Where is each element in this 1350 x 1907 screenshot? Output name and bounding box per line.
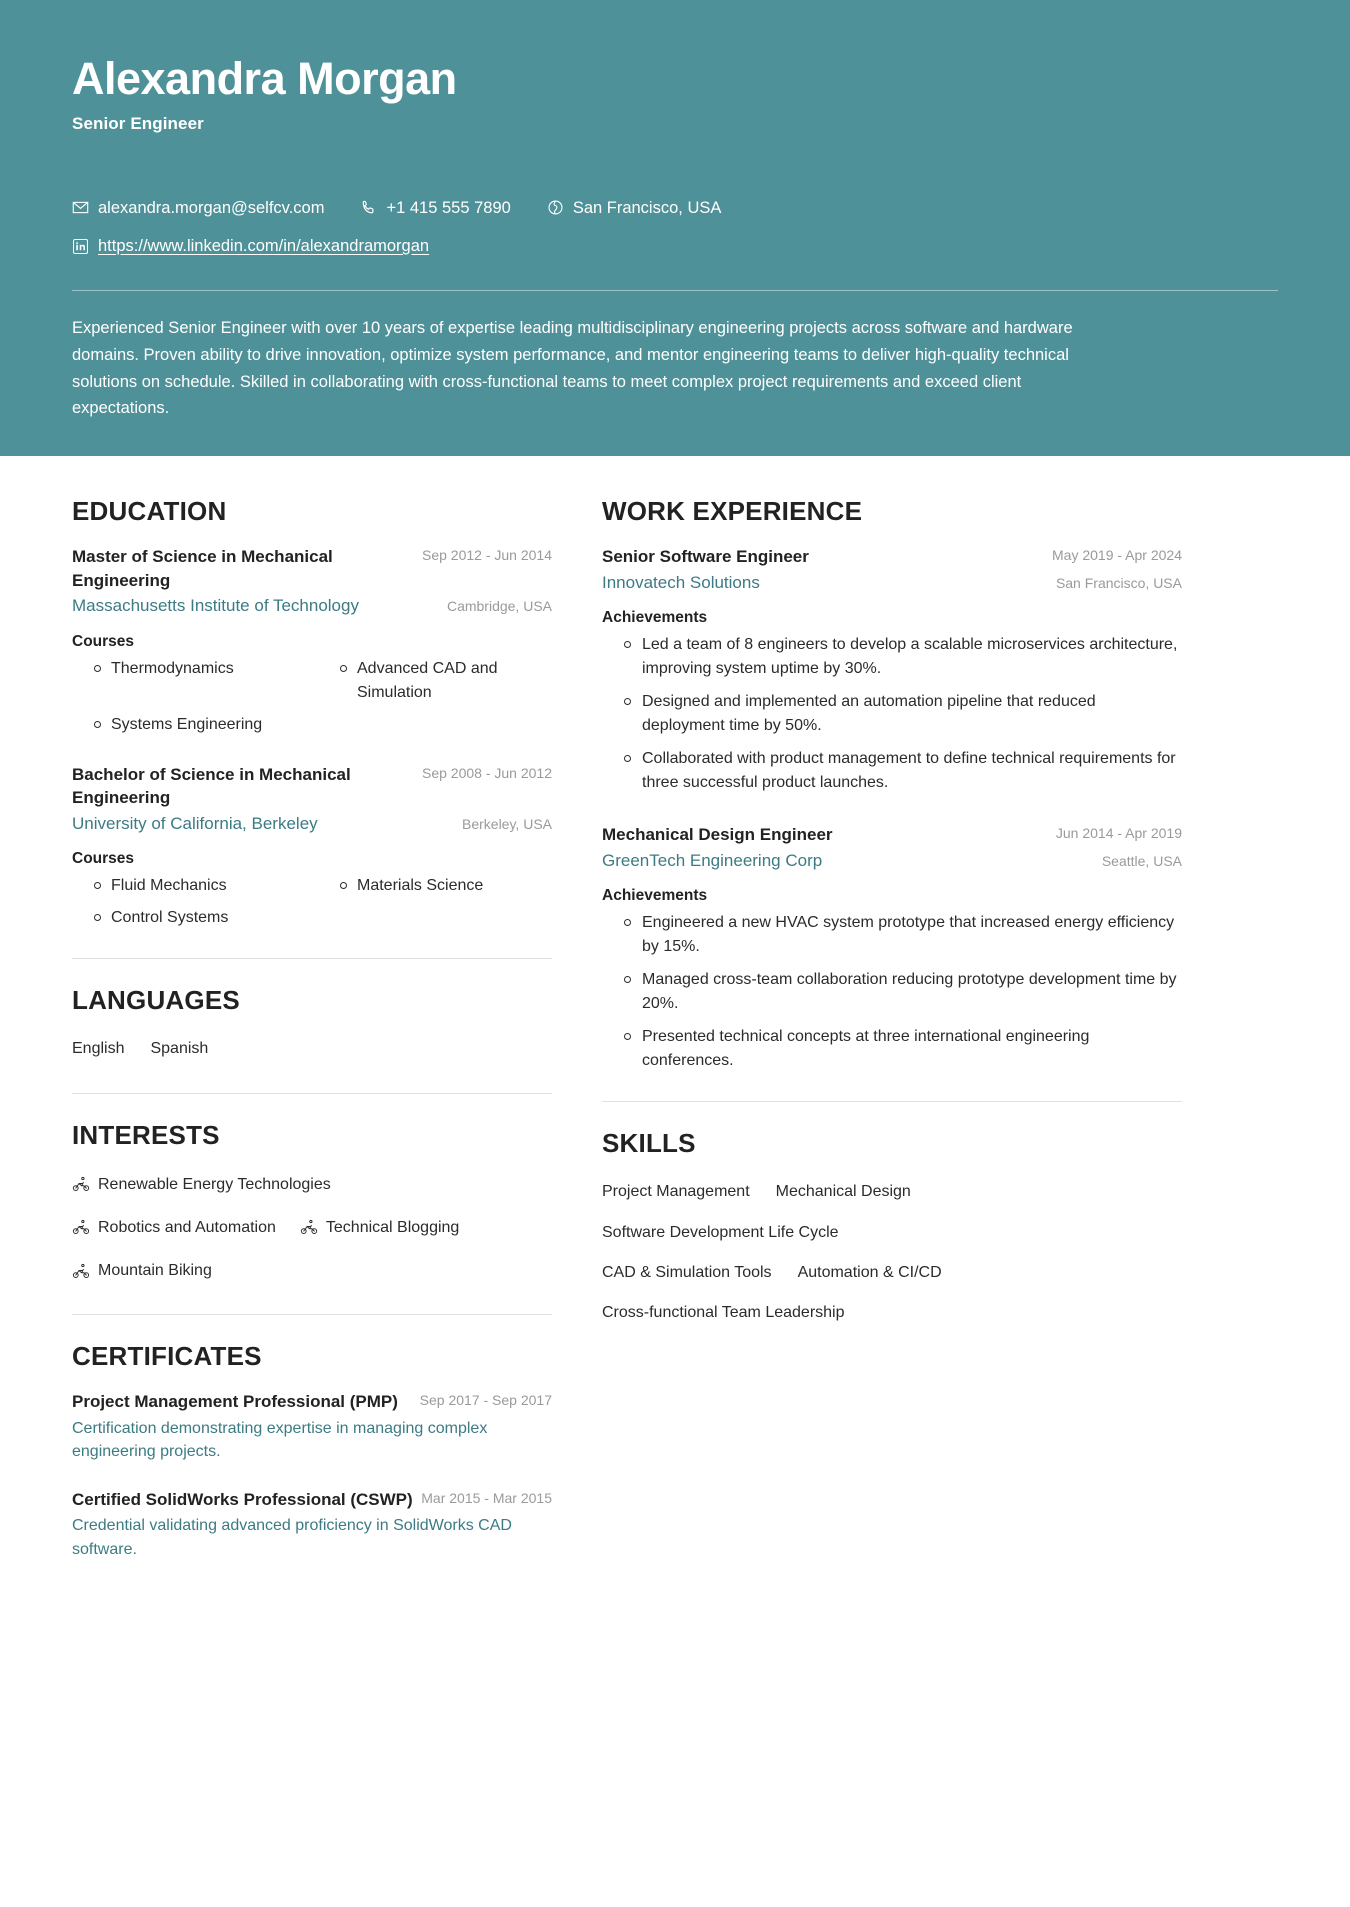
bullet-dot-icon [340,665,347,672]
list-item: English [72,1040,125,1058]
list-item [72,713,306,737]
list-item: Automation & CI/CD [797,1264,942,1282]
certificate-description: Certification demonstrating expertise in managing complex engineering projects. [72,1419,488,1461]
education-location: Berkeley, USA [462,815,552,832]
achievements-label: Achievements [602,887,708,905]
course-label: Fluid Mechanics [111,877,227,895]
bicycle-icon [72,1218,90,1236]
section-work-experience [602,496,1182,1073]
education-dates: Sep 2012 - Jun 2014 [422,547,552,564]
list-item: Spanish [150,1040,209,1058]
bullet-dot-icon [624,698,631,705]
certificate-description: Credential validating advanced proficiency in SolidWorks CAD software. [72,1517,512,1559]
work-company: Innovatech Solutions [602,572,760,592]
achievements-list [602,911,1182,1073]
section-divider [72,1314,552,1315]
section-certificates [72,1341,552,1562]
contact-email[interactable] [72,190,324,226]
certificate-name: Certified SolidWorks Professional (CSWP) [72,1489,413,1509]
interest-label: Technical Blogging [325,1218,460,1236]
list-item [72,906,306,930]
envelope-icon [72,199,89,216]
courses-grid [72,874,552,930]
work-experience-heading: WORK EXPERIENCE [602,496,863,527]
course-label: Systems Engineering [111,715,263,733]
interests-heading: INTERESTS [72,1119,220,1150]
phone-icon [360,199,377,216]
work-position: Mechanical Design Engineer [602,825,833,845]
education-degree: Bachelor of Science in Mechanical Engineering [72,764,351,808]
work-location: Seattle, USA [1101,852,1182,869]
left-column [72,496,552,1572]
list-item [72,657,306,705]
contact-row-secondary [72,228,1278,264]
list-item [318,657,552,705]
certificate-dates: Mar 2015 - Mar 2015 [421,1489,552,1506]
professional-summary: Experienced Senior Engineer with over 10 years of expertise leading multidisciplinary engineering projects across software and hardware domains. Proven ability to drive innovation, optimize system performance, and mentor engineering teams to deliver high-quality technical solutions on schedule. Skilled in collaborating with cross-functional teams to meet complex project requirements and exceed client expectations. [72,319,1073,418]
achievement-text: Led a team of 8 engineers to develop a scalable microservices architecture, improving system uptime by 30%. [642,636,1178,678]
bullet-dot-icon [624,919,631,926]
linkedin-icon [72,238,89,255]
bicycle-icon [72,1175,90,1193]
section-education [72,496,552,930]
right-column [602,496,1182,1339]
contact-email-label: alexandra.morgan@selfcv.com [98,198,325,217]
bicycle-icon [72,1262,90,1280]
education-school: University of California, Berkeley [72,813,318,833]
courses-label: Courses [72,850,135,868]
bicycle-icon [300,1218,318,1236]
work-location: San Francisco, USA [1055,574,1182,591]
courses-label: Courses [72,632,135,650]
achievement-text: Collaborated with product management to define technical requirements for three successful product launches. [642,750,1176,792]
achievement-text: Presented technical concepts at three international engineering conferences. [642,1028,1090,1070]
contact-phone-label: +1 415 555 7890 [386,198,511,217]
contact-location-label: San Francisco, USA [572,198,722,217]
certificate-entry [72,1390,552,1464]
list-item [602,911,1182,959]
list-item: Mechanical Design [775,1183,911,1201]
contact-location[interactable] [547,190,722,226]
list-item [300,1212,459,1243]
section-interests [72,1120,552,1287]
list-item [72,874,306,898]
section-languages [72,985,552,1064]
certificate-dates: Sep 2017 - Sep 2017 [419,1392,552,1409]
section-skills [602,1128,1182,1329]
education-dates: Sep 2008 - Jun 2012 [422,764,552,781]
achievements-label: Achievements [602,609,708,627]
list-item [602,690,1182,738]
job-subtitle: Senior Engineer [72,113,204,133]
education-entry [72,763,552,931]
achievement-text: Managed cross-team collaboration reducing prototype development time by 20%. [642,971,1177,1013]
work-entry [602,545,1182,795]
languages-heading: LANGUAGES [72,985,240,1016]
achievement-text: Designed and implemented an automation pipeline that reduced deployment time by 50%. [642,693,1096,735]
list-item: Software Development Life Cycle [602,1223,839,1241]
course-label: Materials Science [357,877,484,895]
interest-label: Robotics and Automation [98,1218,276,1236]
bullet-dot-icon [624,976,631,983]
interest-label: Mountain Biking [98,1261,212,1279]
bullet-dot-icon [94,665,101,672]
bullet-dot-icon [340,882,347,889]
header-divider [72,290,1278,291]
contact-linkedin-label[interactable]: https://www.linkedin.com/in/alexandramorgan [98,236,430,255]
interests-list [72,1169,542,1287]
contact-linkedin[interactable] [72,228,429,264]
list-item: Cross-functional Team Leadership [602,1304,845,1322]
list-item [72,1169,331,1200]
course-label: Advanced CAD and Simulation [357,659,498,701]
education-school: Massachusetts Institute of Technology [72,595,359,615]
bullet-dot-icon [624,641,631,648]
contact-phone[interactable] [360,190,510,226]
globe-location-icon [547,199,564,216]
languages-list [72,1034,552,1064]
courses-grid [72,657,552,737]
skills-list [602,1177,1022,1329]
list-item [318,874,552,898]
education-degree: Master of Science in Mechanical Engineering [72,547,333,590]
work-company: GreenTech Engineering Corp [602,850,823,870]
page-title: Alexandra Morgan [72,53,457,104]
list-item [602,968,1182,1016]
interest-label: Renewable Energy Technologies [98,1175,331,1193]
list-item [602,1025,1182,1073]
education-location: Cambridge, USA [446,597,552,614]
work-dates: May 2019 - Apr 2024 [1052,547,1182,564]
education-entry [72,545,552,737]
bullet-dot-icon [94,721,101,728]
resume-header [0,0,1350,456]
certificate-name: Project Management Professional (PMP) [72,1392,398,1412]
bullet-dot-icon [624,1033,631,1040]
list-item [72,1212,276,1243]
education-heading: EDUCATION [72,496,227,527]
list-item: Project Management [602,1183,750,1201]
section-divider [72,958,552,959]
list-item [72,1255,212,1286]
certificate-entry [72,1488,552,1562]
course-label: Control Systems [111,909,229,927]
work-entry [602,823,1182,1073]
list-item: CAD & Simulation Tools [602,1264,772,1282]
course-label: Thermodynamics [111,659,234,677]
work-position: Senior Software Engineer [602,547,809,567]
section-divider [602,1101,1182,1102]
bullet-dot-icon [94,882,101,889]
resume-body [0,456,1350,1612]
work-dates: Jun 2014 - Apr 2019 [1055,825,1182,842]
skills-heading: SKILLS [602,1128,696,1159]
bullet-dot-icon [624,755,631,762]
certificates-heading: CERTIFICATES [72,1341,262,1372]
achievements-list [602,633,1182,795]
bullet-dot-icon [94,914,101,921]
section-divider [72,1093,552,1094]
contact-row [72,190,1278,226]
list-item [602,633,1182,681]
achievement-text: Engineered a new HVAC system prototype that increased energy efficiency by 15%. [642,914,1175,956]
list-item [602,747,1182,795]
